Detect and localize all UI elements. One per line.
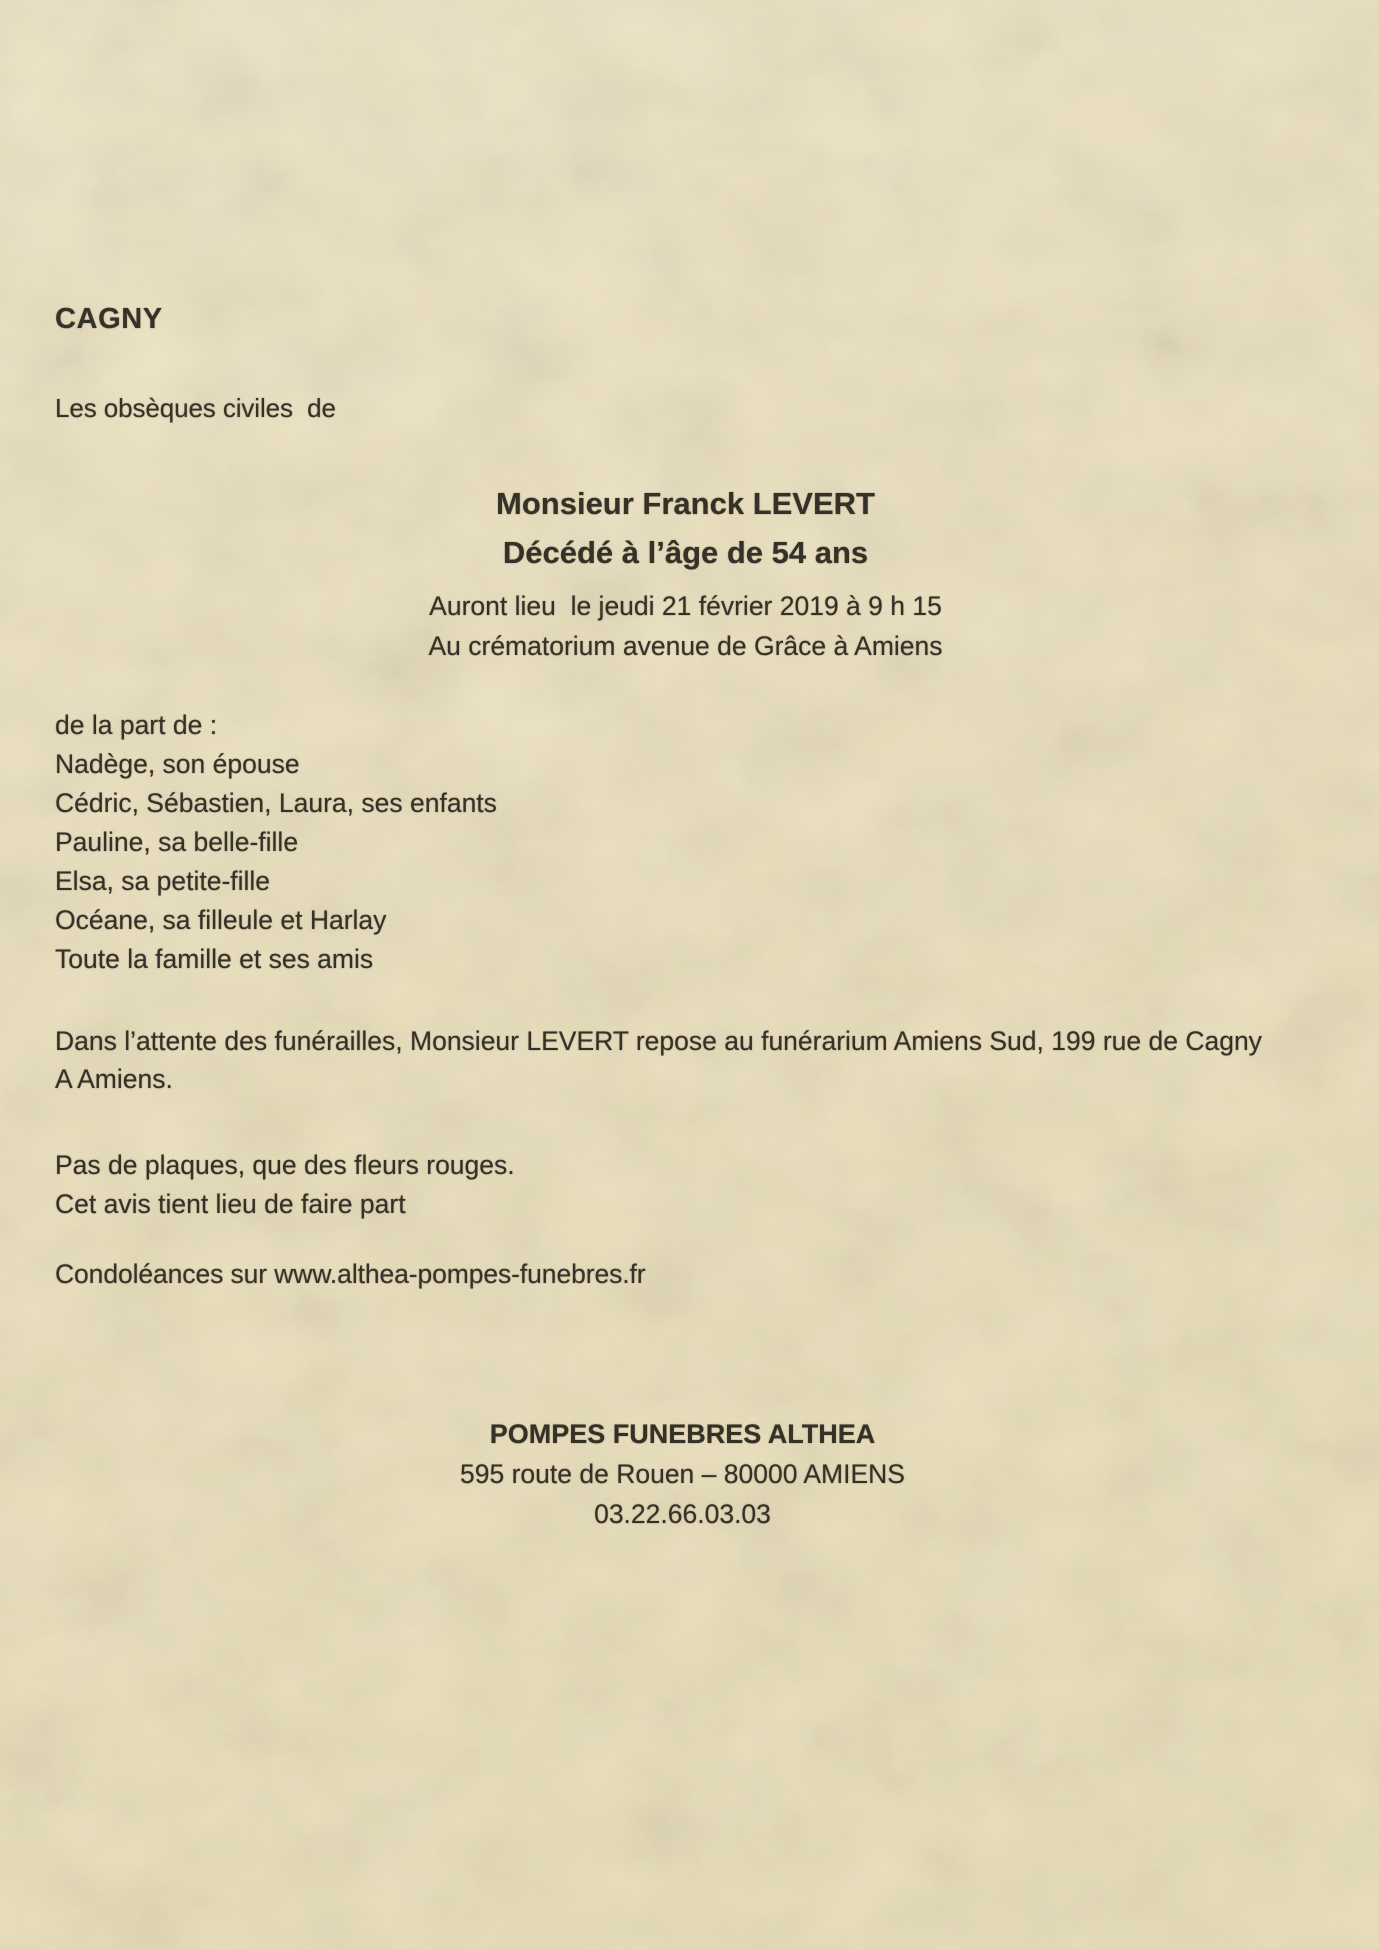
repose-paragraph [55, 1022, 1265, 1098]
instructions-block [55, 1146, 515, 1224]
ceremony-place-line: Au crématorium avenue de Grâce à Amiens [428, 630, 943, 661]
family-line: Nadège, son épouse [55, 749, 300, 779]
funeral-home-address: 595 route de Rouen – 80000 AMIENS [460, 1459, 905, 1489]
repose-line-2: A Amiens. [55, 1064, 173, 1094]
age-line: Décédé à l’âge de 54 ans [502, 534, 869, 570]
city-heading: CAGNY [55, 303, 163, 335]
flowers-line: Pas de plaques, que des fleurs rouges. [55, 1150, 515, 1180]
family-line: Pauline, sa belle-fille [55, 827, 299, 857]
announcement-block [0, 486, 1375, 661]
funeral-home-name: POMPES FUNEBRES ALTHEA [489, 1419, 876, 1449]
family-intro-line: de la part de : [55, 710, 218, 740]
funeral-home-phone: 03.22.66.03.03 [594, 1499, 771, 1529]
family-line: Elsa, sa petite-fille [55, 866, 271, 896]
deceased-name: Monsieur Franck LEVERT [496, 486, 875, 521]
ceremony-date-line: Auront lieu le jeudi 21 février 2019 à 9 h 15 [429, 591, 942, 622]
family-line: Océane, sa filleule et Harlay [55, 905, 387, 935]
condolences-line: Condoléances sur www.althea-pompes-funebres.fr [55, 1259, 646, 1289]
family-line: Toute la famille et ses amis [55, 944, 374, 974]
family-line: Cédric, Sébastien, Laura, ses enfants [55, 788, 497, 818]
notice-line: Cet avis tient lieu de faire part [55, 1189, 406, 1219]
funeral-home-block [0, 1414, 1372, 1534]
repose-line-1: Dans l’attente des funérailles, Monsieur LEVERT repose au funérarium Amiens Sud, 199 rue de Cagny [55, 1026, 1262, 1056]
intro-line: Les obsèques civiles de [55, 393, 336, 423]
family-block [55, 706, 497, 979]
